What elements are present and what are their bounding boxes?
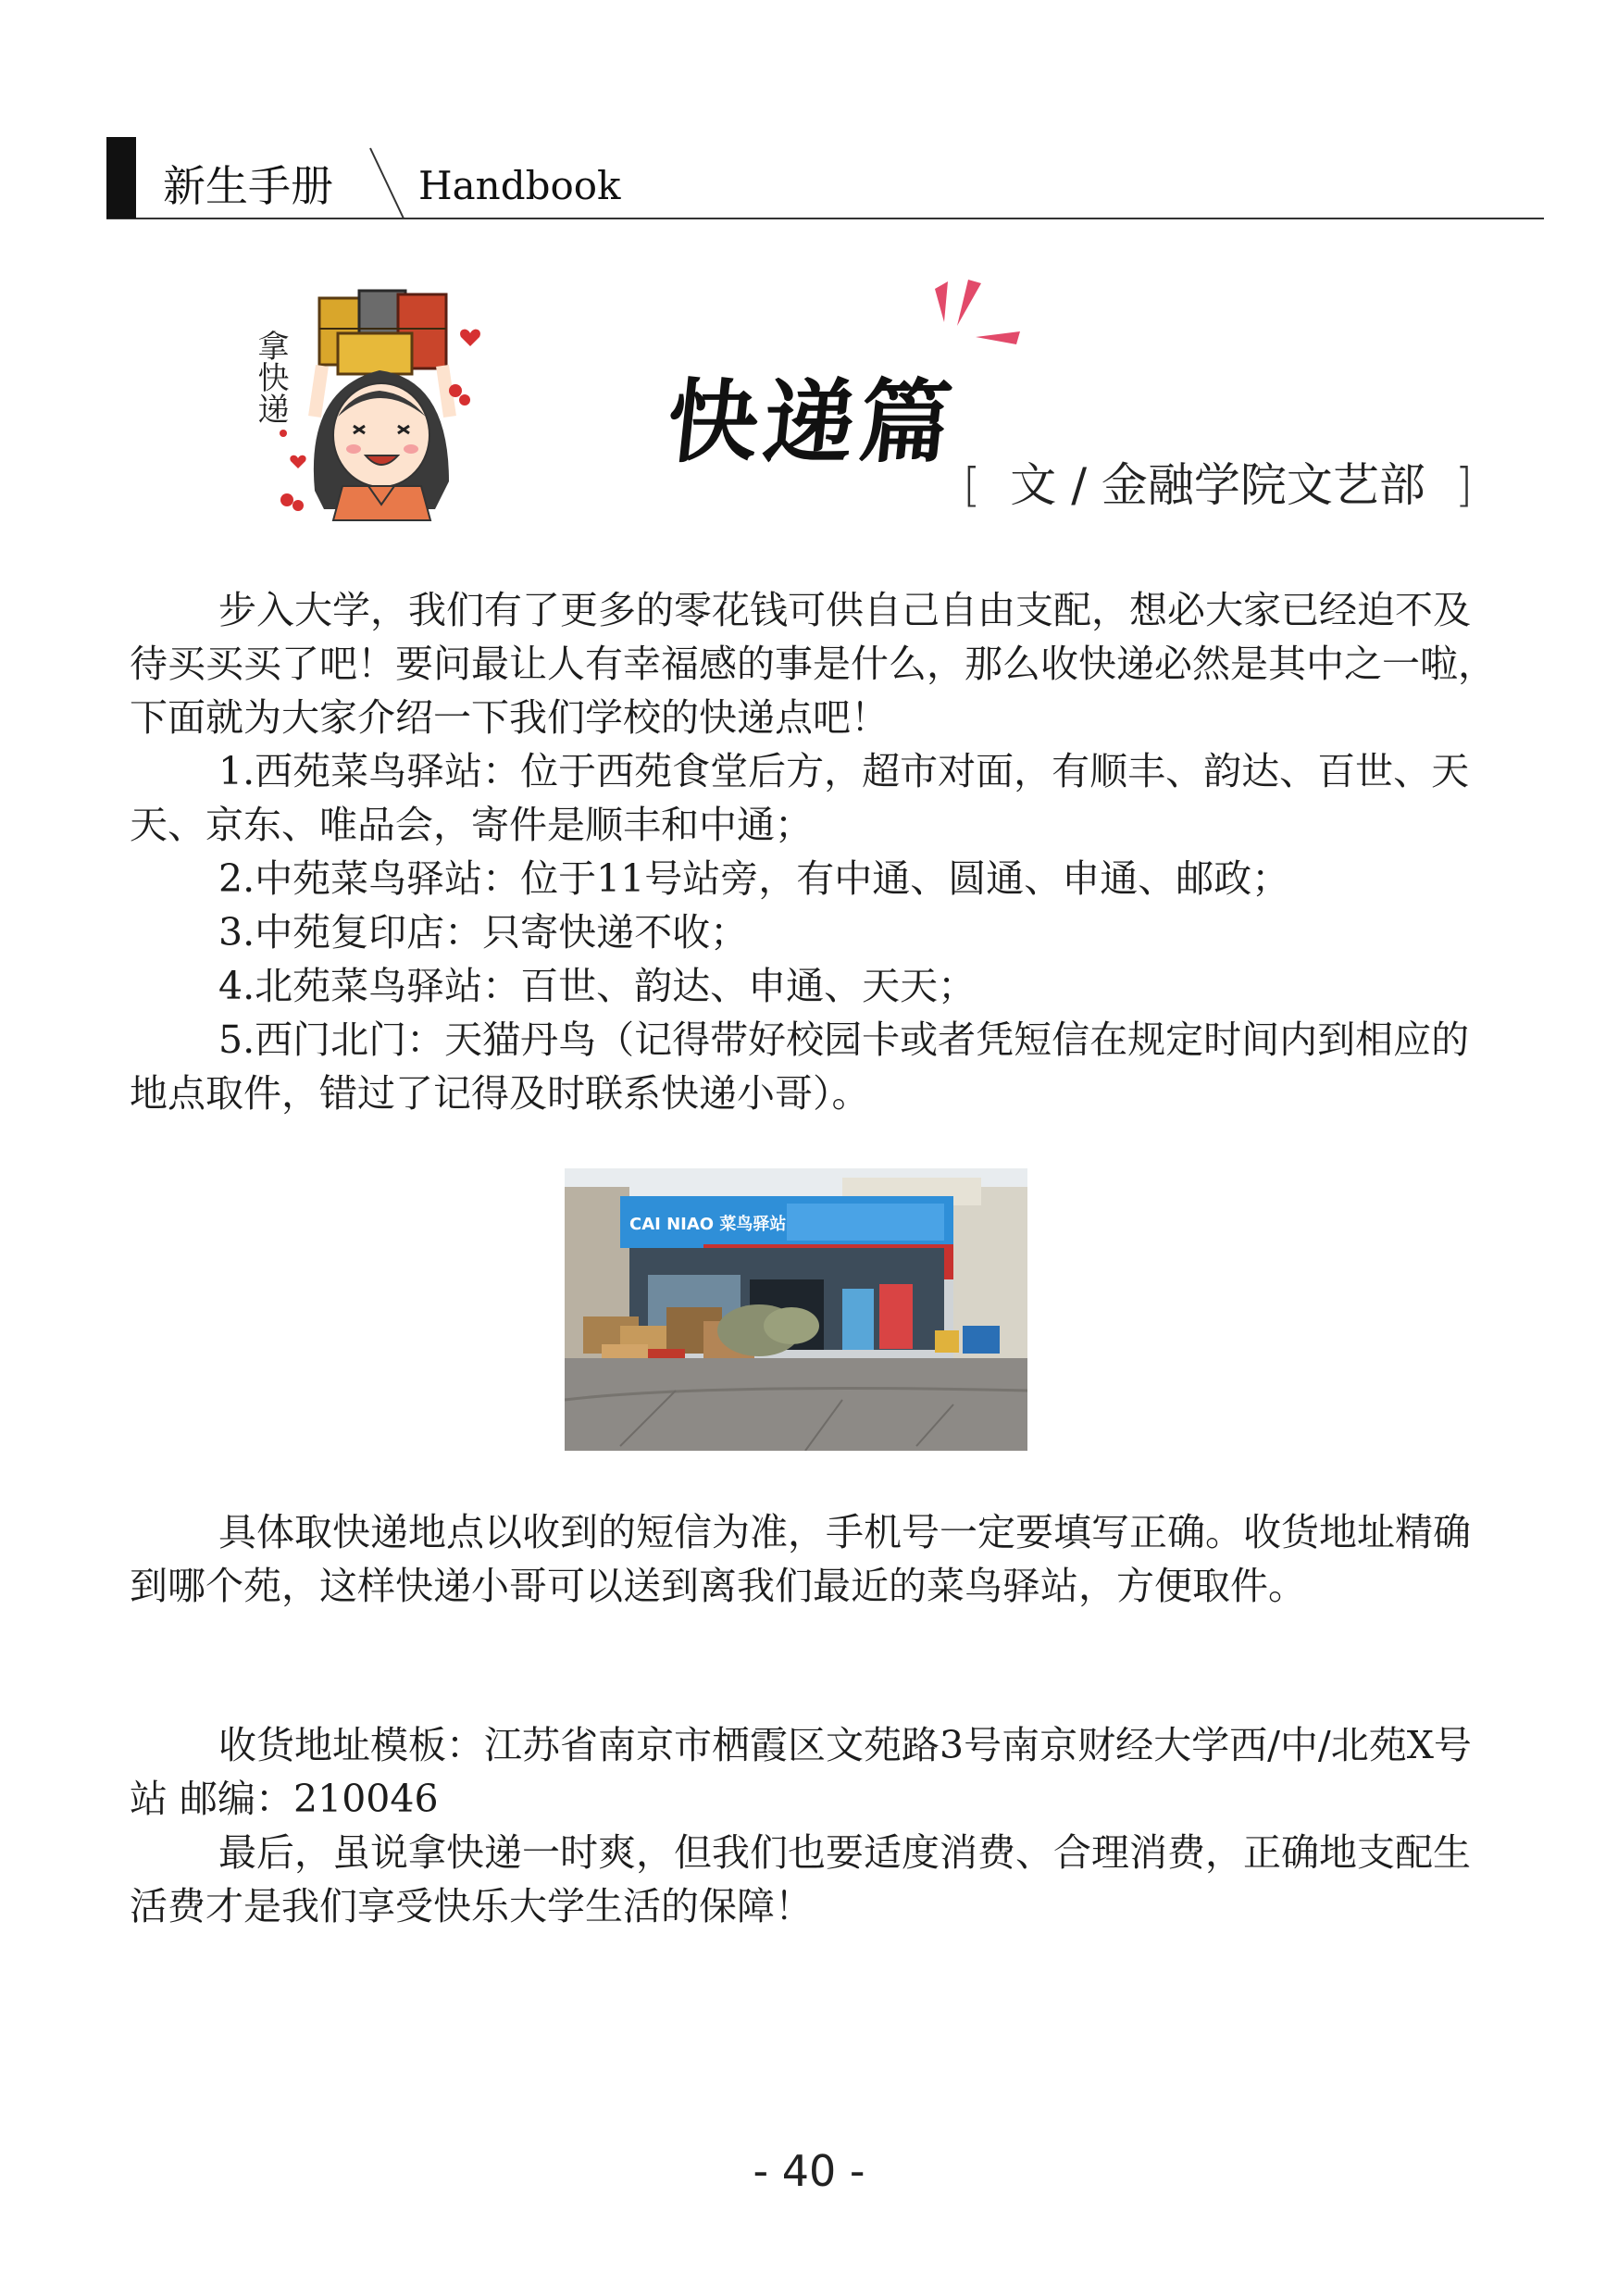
- article-body-closing: [130, 1718, 1500, 1933]
- closing-paragraph: 最后，虽说拿快递一时爽，但我们也要适度消费、合理消费，正确地支配生活费才是我们享受快乐大学生活的保障！: [130, 1830, 1471, 1928]
- pickup-point-1: 1.西苑菜鸟驿站：位于西苑食堂后方，超市对面，有顺丰、韵达、百世、天天、京东、唯品会，寄件是顺丰和中通；: [130, 749, 1470, 847]
- pickup-point-4: 4.北苑菜鸟驿站：百世、韵达、申通、天天；: [218, 964, 977, 1008]
- svg-text:CAI NIAO 菜鸟驿站: CAI NIAO 菜鸟驿站: [629, 1215, 787, 1234]
- intro-paragraph: 步入大学，我们有了更多的零花钱可供自己自由支配，想必大家已经迫不及待买买买了吧！要问最让人有幸福感的事是什么，那么收快递必然是其中之一啦，下面就为大家介绍一下我们学校的快递点吧！: [130, 588, 1496, 740]
- illustration-caption: 拿快递: [252, 330, 289, 424]
- pickup-point-3: 3.中苑复印店：只寄快递不收；: [218, 910, 749, 955]
- article-body-intro: [130, 583, 1500, 1120]
- header-section-subtitle: Handbook: [418, 163, 621, 208]
- pickup-point-5: 5.西门北门：天猫丹鸟（记得带好校园卡或者凭短信在规定时间内到相应的地点取件，错过了记得及时联系快递小哥）。: [130, 1017, 1470, 1116]
- article-title: 快递篇: [662, 370, 963, 476]
- page-header: [0, 0, 1618, 231]
- address-template-paragraph: 收货地址模板：江苏省南京市栖霞区文苑路3号南京财经大学西/中/北苑X号站 邮编：210046: [130, 1723, 1472, 1821]
- cainiao-station-photo: [565, 1168, 1027, 1451]
- article-body-sms: [130, 1505, 1500, 1613]
- header-bar: [106, 137, 136, 218]
- sms-paragraph: 具体取快递地点以收到的短信为准，手机号一定要填写正确。收货地址精确到哪个苑，这样快递小哥可以送到离我们最近的菜鸟驿站，方便取件。: [130, 1510, 1471, 1608]
- article-byline: [ 文 / 金融学院文艺部 ]: [963, 458, 1474, 512]
- pickup-point-2: 2.中苑菜鸟驿站：位于11号站旁，有中通、圆通、申通、邮政；: [218, 856, 1290, 901]
- byline-text: 文 / 金融学院文艺部: [1010, 458, 1425, 512]
- page-number: - 40 -: [753, 2146, 865, 2196]
- girl-carrying-parcels-illustration: [250, 278, 491, 528]
- header-section-title: 新生手册: [163, 161, 333, 211]
- title-accent-marks: [916, 278, 1027, 361]
